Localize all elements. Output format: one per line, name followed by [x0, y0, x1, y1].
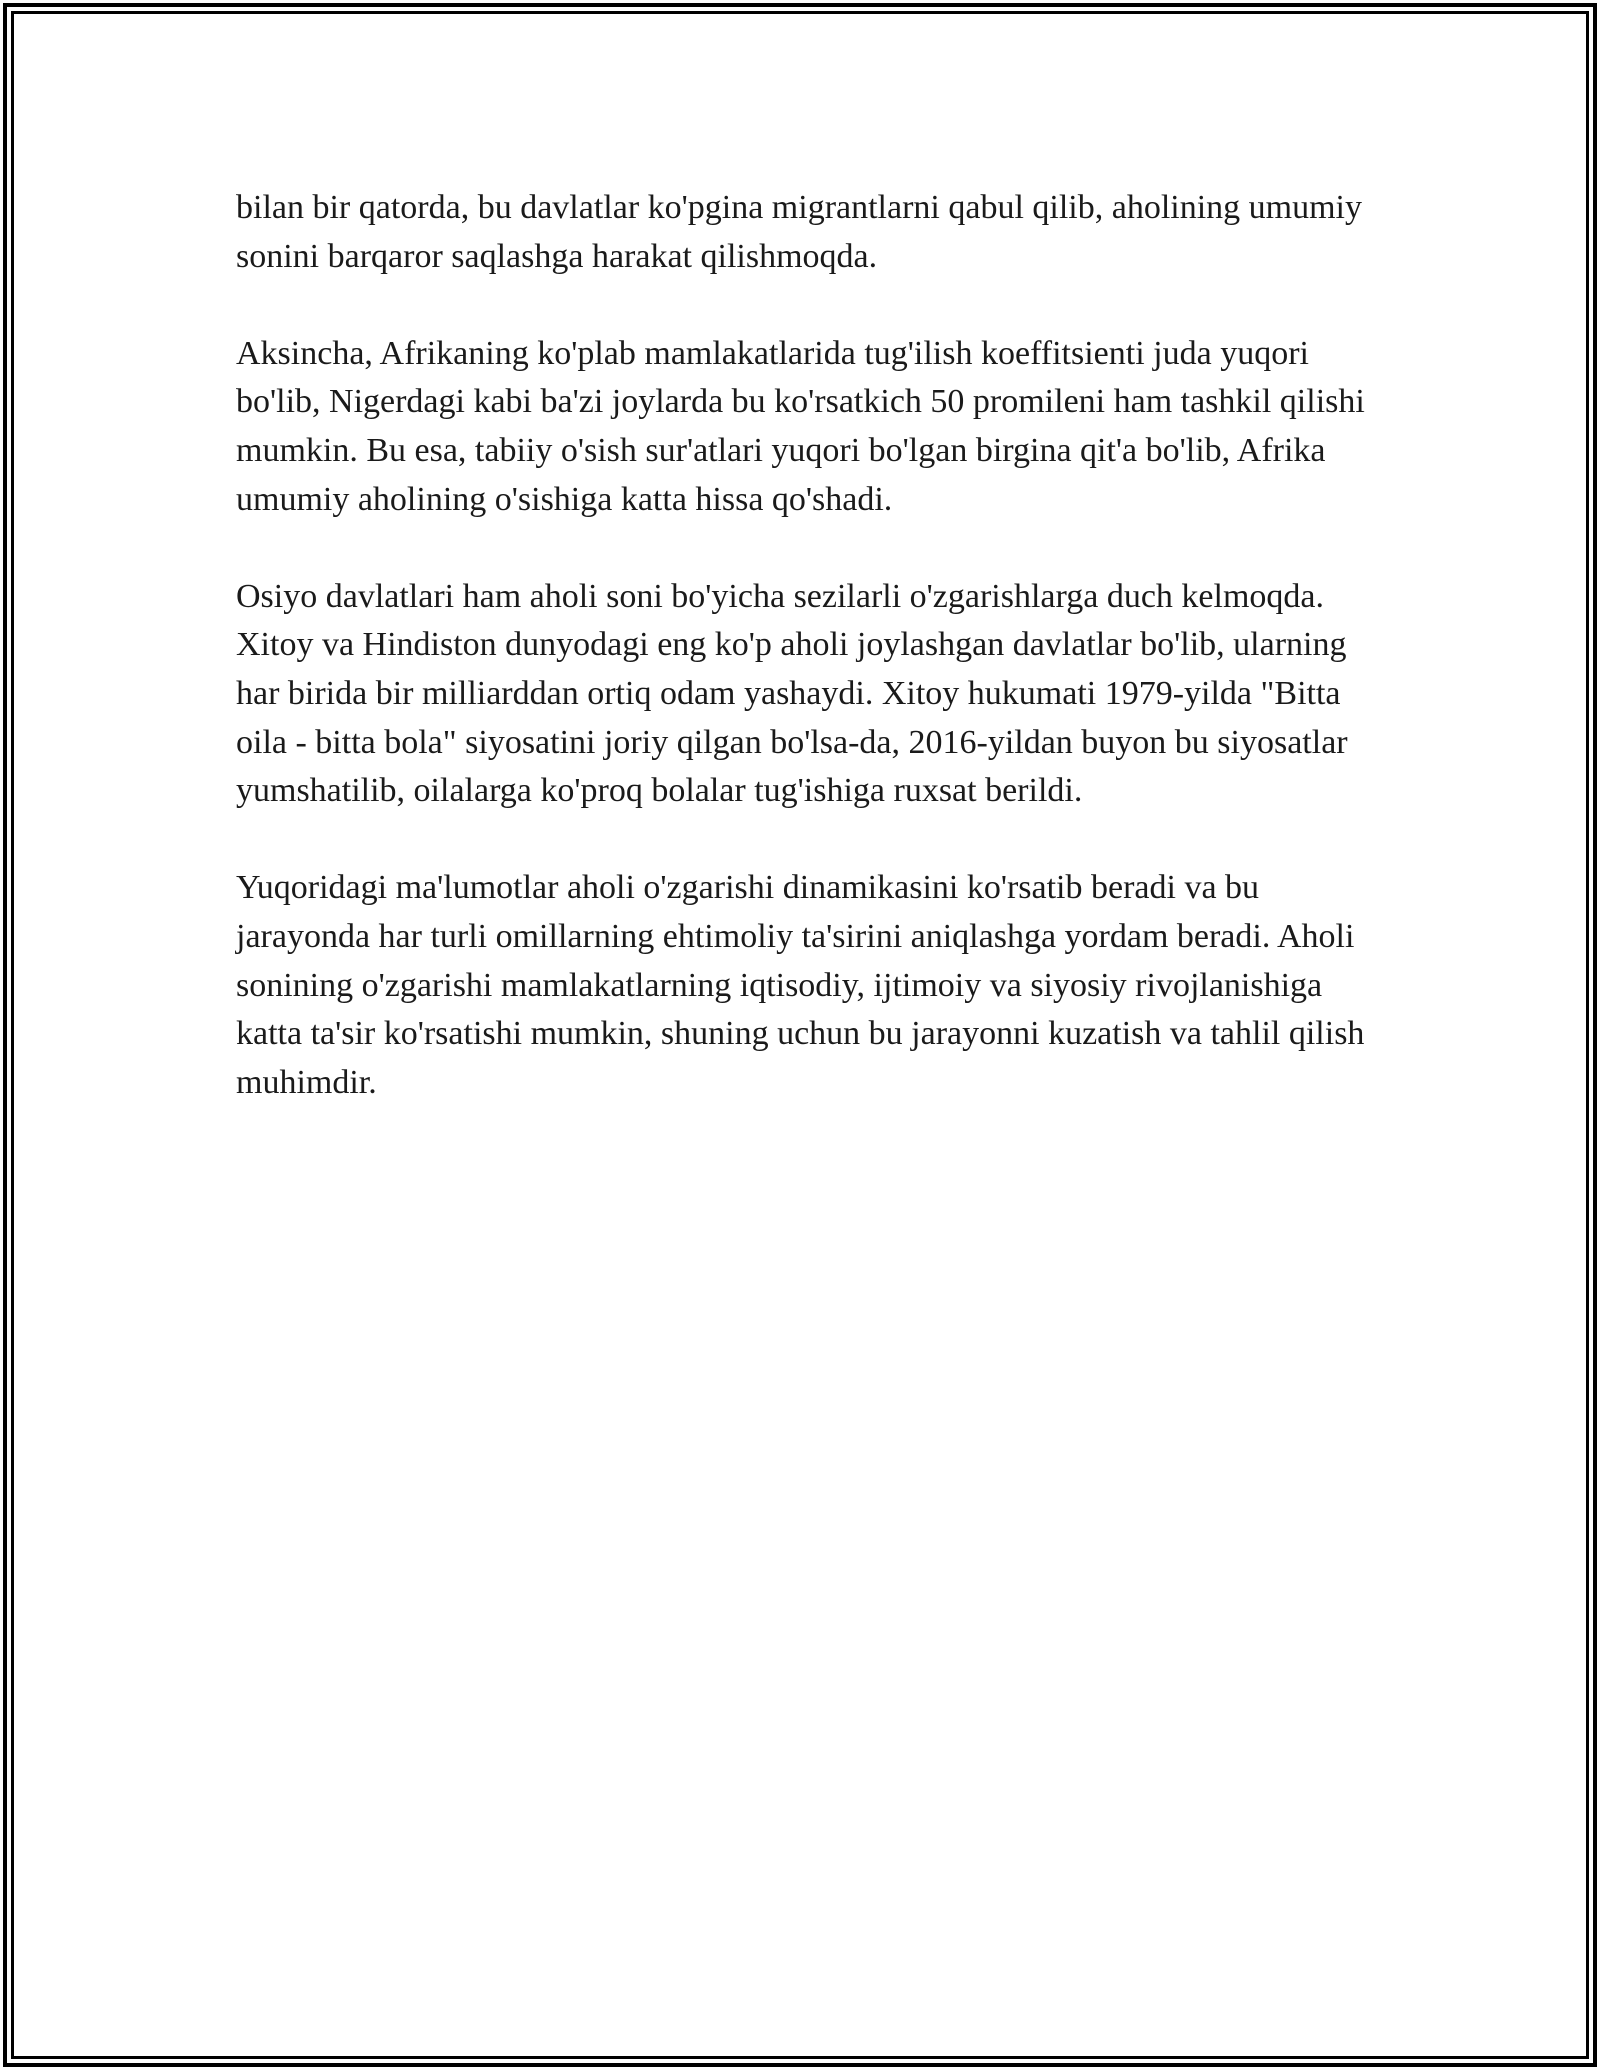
- paragraph: Yuqoridagi ma'lumotlar aholi o'zgarishi dinamikasini ko'rsatib beradi va bu jarayonda har turli omillarning ehtimoliy ta'sirini aniqlashga yordam beradi. Aholi sonining o'zgarishi mamlakatlarning iqtisodiy, ijtimoiy va siyosiy rivojlanishiga katta ta'sir ko'rsatishi mumkin, shuning uchun bu jarayonni kuzatish va tahlil qilish muhimdir.: [236, 869, 1365, 1101]
- document-body: [236, 184, 1376, 1107]
- paragraph: Aksincha, Afrikaning ko'plab mamlakatlarida tug'ilish koeffitsienti juda yuqori bo'lib, Nigerdagi kabi ba'zi joylarda bu ko'rsatkich 50 promileni ham tashkil qilishi mumkin. Bu esa, tabiiy o'sish sur'atlari yuqori bo'lgan birgina qit'a bo'lib, Afrika umumiy aholining o'sishiga katta hissa qo'shadi.: [236, 334, 1365, 518]
- paragraph: bilan bir qatorda, bu davlatlar ko'pgina migrantlarni qabul qilib, aholining umumiy sonini barqaror saqlashga harakat qilishmoqda.: [236, 189, 1363, 275]
- paragraph: Osiyo davlatlari ham aholi soni bo'yicha sezilarli o'zgarishlarga duch kelmoqda. Xitoy va Hindiston dunyodagi eng ko'p aholi joylashgan davlatlar bo'lib, ularning har birida bir milliarddan ortiq odam yashaydi. Xitoy hukumati 1979-yilda "Bitta oila - bitta bola" siyosatini joriy qilgan bo'lsa-da, 2016-yildan buyon bu siyosatlar yumshatilib, oilalarga ko'proq bolalar tug'ishiga ruxsat berildi.: [236, 577, 1348, 810]
